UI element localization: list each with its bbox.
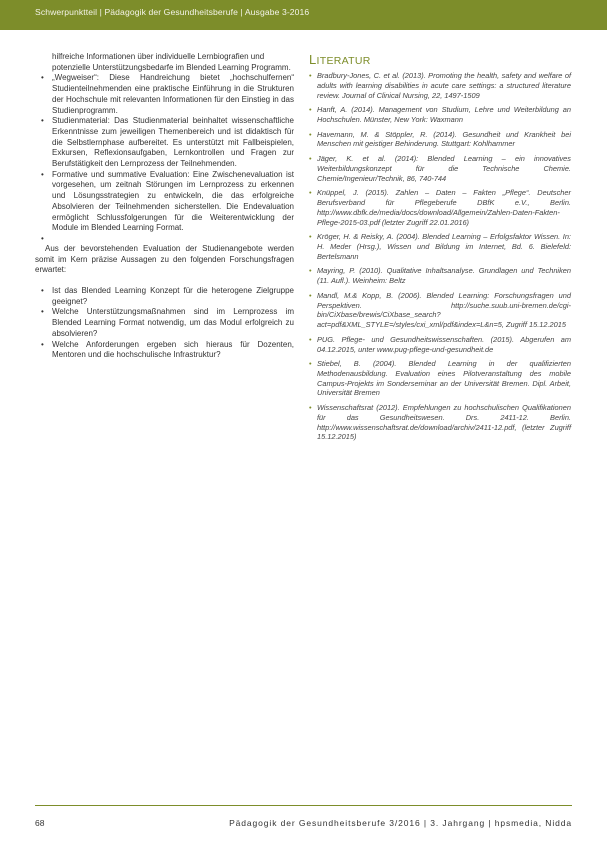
reference-item: • Wissenschaftsrat (2012). Empfehlungen zu hochschulischen Qualifikationen für das Gesundheitswesen. Drs. 2411-12. Berlin. http://www.wissenschaftsrat.de/download/archiv/2411-12.pdf, (letzter Zugriff 15.12.2015) (309, 403, 571, 442)
list-item: • Welche Unterstützungsmaßnahmen sind im Lernprozess im Blended Learning Format notwendig, um das Modul erfolgreich zu absolvieren? (35, 307, 294, 339)
header-text: Schwerpunktteil | Pädagogik der Gesundheitsberufe | Ausgabe 3-2016 (35, 7, 310, 17)
page-number: 68 (35, 818, 45, 828)
section-heading (309, 52, 571, 67)
reference-item: • Hanft, A. (2014). Management von Studium, Lehre und Weiterbildung an Hochschulen. Münster, New York: Waxmann (309, 105, 571, 125)
reference-item: • Mandl, M.& Kopp, B. (2006). Blended Learning: Forschungsfragen und Perspektiven. http://suche.suub.uni-bremen.de/cgi-bin/CiXbase/brewis/CiXbase_search?act=pdf&XML_STYLE=/styles/cxi_xml/pdf&index=L&n=5, Zugriff 15.12.2015 (309, 291, 571, 330)
reference-item: • Bradbury-Jones, C. et al. (2013). Promoting the health, safety and welfare of adults with learning disabilities in acute care settings: a structured literature review. Journal of Clinical Nursing, 22, 1497-1509 (309, 71, 571, 100)
list-item: • Welche Anforderungen ergeben sich hieraus für Dozenten, Mentoren und die hochschulische Infrastruktur? (35, 340, 294, 361)
list-item: • Ist das Blended Learning Konzept für die heterogene Zielgruppe geeignet? (35, 286, 294, 307)
feature-list (35, 73, 294, 234)
list-item: • Studienmaterial: Das Studienmaterial beinhaltet wissenschaftliche Erkenntnisse zum jeweiligen Themenbereich und ist didaktisch für die Selbstlernphase aufbereitet. Es unterstützt mit Fallbeispielen, Exkursen, Reflexionsaufgaben, Lernkontrollen und Fragen zur Berufstätigkeit den Lernprozess der Teilnehmenden. (35, 116, 294, 170)
right-column (309, 52, 571, 447)
research-questions-list (35, 286, 294, 361)
reference-item: • Stiebel, B. (2004). Blended Learning in der qualifizierten Methodenausbildung. Evaluation eines Pilotveranstaltung des mobile Campus-Projekts im Sonderseminar an der Universität Bremen. Dipl. Arbeit, Universität Bremen (309, 359, 571, 398)
left-column (35, 52, 294, 361)
reference-item: • Jäger, K. et al. (2014): Blended Learning – ein innovatives Weiterbildungskonzept für die Technische Chemie. Chemie/Ingenieur/Technik, 86, 740-744 (309, 154, 571, 183)
footer-divider (35, 805, 572, 806)
footer-journal-info: Pädagogik der Gesundheitsberufe 3/2016 | 3. Jahrgang | hpsmedia, Nidda (229, 818, 572, 828)
reference-item: • Knüppel, J. (2015). Zahlen – Daten – Fakten „Pflege“. Deutscher Berufsverband für Pflegeberufe DBfK e.V., Berlin. http://www.dbfk.de/media/docs/download/Allgemein/Zahlen-Daten-Fakten-Pflege-2015-03.pdf (letzter Zugriff 22.01.2016) (309, 188, 571, 227)
heading-initial: L (309, 52, 317, 67)
list-item: • Formative und summative Evaluation: Eine Zwischenevaluation ist vorgesehen, um zeitnah Störungen im Lernprozess zu erkennen und Lösungsstrategien zu entwickeln, die das erfolgreiche Absolvieren der Teilnehmenden sicherstellen. Die Endevaluation ermöglicht Schlussfolgerungen für die Weiterentwicklung der Module im Blended Learning Format. (35, 170, 294, 234)
heading-rest: ITERATUR (316, 55, 371, 67)
page-header (0, 0, 607, 30)
reference-item: • PUG. Pflege- und Gesundheitswissenschaften. (2015). Abgerufen am 04.12.2015, unter www.pug-pflege-und-gesundheit.de (309, 335, 571, 355)
reference-list (309, 71, 571, 442)
reference-item: • Kröger, H. & Reisky, A. (2004). Blended Learning – Erfolgsfaktor Wissen. In: H. Meder (Hrsg.), Wissen und Bildung im Internet, Bd. 6. Bielefeld: Bertelsmann (309, 232, 571, 261)
list-item: • „Wegweiser“: Diese Handreichung bietet „hochschulfernen“ Studienteilnehmenden eine praktische Einführung in die Strukturen der Hochschule mit relevanten Informationen für den Einstieg in das Studienprogramm. (35, 73, 294, 116)
reference-item: • Havemann, M. & Stöppler, R. (2014). Gesundheit und Krankheit bei Menschen mit geistiger Behinderung. Stuttgart: Kohlhammer (309, 130, 571, 150)
reference-item: • Mayring, P. (2010). Qualitative Inhaltsanalyse. Grundlagen und Techniken (11. Aufl.). Weinheim: Beltz (309, 266, 571, 286)
continued-text: hilfreiche Informationen über individuelle Lernbiografien und potenzielle Unterstützungsbedarfe im Blended Learning Programm. (52, 52, 291, 72)
body-paragraph: Aus der bevorstehenden Evaluation der Studienangebote werden somit im Kern präzise Aussagen zu den folgenden Forschungsfragen erwartet: (35, 243, 294, 275)
